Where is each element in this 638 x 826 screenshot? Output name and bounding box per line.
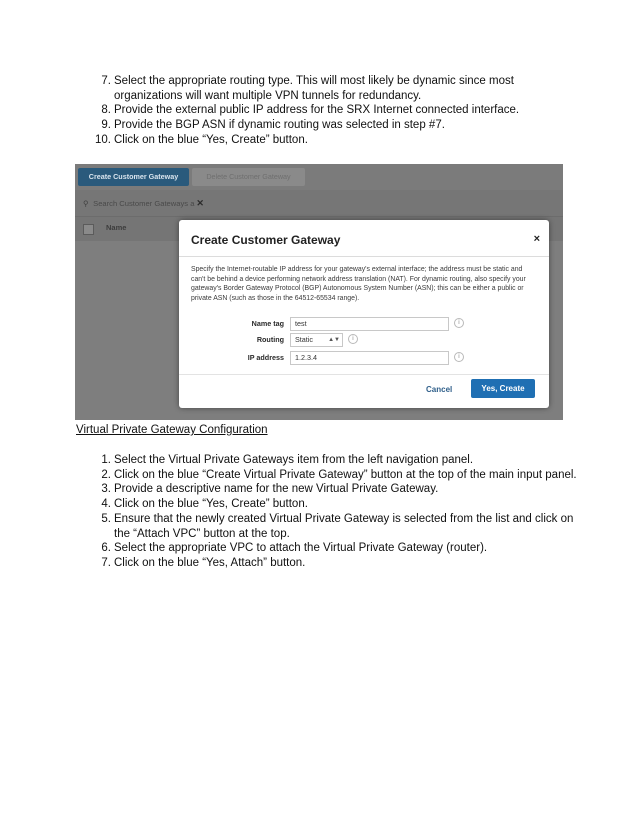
list-item — [78, 118, 578, 133]
name-tag-row — [179, 317, 549, 331]
clear-icon[interactable]: ✕ — [196, 198, 204, 208]
routing-row — [179, 333, 549, 347]
list-number: 1. — [101, 454, 111, 466]
info-icon[interactable]: i — [454, 318, 464, 328]
name-tag-label: Name tag — [251, 319, 284, 328]
list-number: 8. — [101, 104, 111, 117]
search-placeholder: Search Customer Gateways a — [93, 199, 195, 208]
list-number: 7. — [101, 75, 111, 87]
info-icon[interactable]: i — [348, 334, 358, 344]
list-number: 2. — [101, 468, 111, 481]
divider — [179, 374, 549, 375]
list-item-text: Click on the blue “Yes, Create” button. — [114, 498, 308, 511]
list-item-text: Provide the BGP ASN if dynamic routing was selected in step #7. — [114, 119, 445, 132]
list-number: 7. — [101, 556, 111, 569]
ip-address-row — [179, 351, 549, 365]
create-customer-gateway-dialog — [179, 220, 549, 408]
list-number: 4. — [101, 498, 111, 511]
list-item — [78, 133, 578, 148]
dialog-description: Specify the Internet-routable IP address for your gateway's external interface; the address must be static and can't be behind a device performing network address translation (NAT). For dynamic routing, also specify your gateway's Border Gateway Protocol (BGP) Autonomous System Number (ASN); this can be either a public or private ASN (such as those in the 64512-65534 range). — [191, 266, 526, 302]
list-number: 6. — [101, 542, 111, 555]
toolbar — [75, 164, 563, 190]
list-number: 3. — [101, 483, 111, 496]
create-customer-gateway-button[interactable]: Create Customer Gateway — [78, 168, 189, 186]
list-item — [78, 453, 578, 468]
list-item-text: Ensure that the newly created Virtual Private Gateway is selected from the list and click on the “Attach VPC” button at the top. — [114, 512, 574, 540]
cancel-button[interactable]: Cancel — [426, 385, 453, 394]
dialog-title: Create Customer Gateway — [191, 233, 341, 247]
close-icon[interactable]: × — [533, 233, 540, 245]
search-row — [75, 190, 563, 216]
list-item — [78, 482, 578, 497]
instruction-list-top — [78, 74, 578, 148]
divider — [179, 256, 549, 257]
list-item — [78, 512, 578, 541]
list-item — [78, 497, 578, 512]
list-item-text: Provide a descriptive name for the new Virtual Private Gateway. — [114, 483, 439, 496]
list-item-text: Select the appropriate routing type. This will most likely be dynamic since most organizations will want multiple VPN tunnels for redundancy. — [114, 75, 514, 102]
list-item-text: Click on the blue “Yes, Attach” button. — [114, 556, 306, 569]
list-item — [78, 556, 578, 571]
list-item — [78, 74, 578, 103]
instruction-list-bottom — [78, 453, 578, 571]
ip-address-label: IP address — [247, 353, 284, 362]
column-header-name: Name — [106, 223, 127, 232]
embedded-screenshot — [75, 164, 563, 420]
name-tag-input[interactable]: test — [290, 317, 449, 331]
yes-create-button[interactable]: Yes, Create — [471, 379, 535, 398]
list-number: 10. — [95, 133, 111, 146]
list-item-text: Select the appropriate VPC to attach the Virtual Private Gateway (router). — [114, 542, 488, 555]
delete-customer-gateway-button[interactable]: Delete Customer Gateway — [192, 168, 305, 186]
info-icon[interactable]: i — [454, 352, 464, 362]
list-item-text: Select the Virtual Private Gateways item from the left navigation panel. — [114, 454, 474, 466]
list-item — [78, 103, 578, 118]
list-item-text: Click on the blue “Yes, Create” button. — [114, 133, 308, 146]
list-item — [78, 541, 578, 556]
list-number: 9. — [101, 119, 111, 132]
search-icon: ⚲ — [83, 199, 89, 208]
routing-select[interactable] — [290, 333, 343, 347]
section-heading: Virtual Private Gateway Configuration — [76, 424, 268, 436]
routing-label: Routing — [256, 335, 284, 344]
routing-selected-value: Static — [295, 335, 313, 344]
select-all-checkbox[interactable] — [83, 224, 94, 235]
list-item-text: Provide the external public IP address for the SRX Internet connected interface. — [114, 104, 520, 117]
search-input[interactable] — [83, 196, 223, 210]
list-item — [78, 468, 578, 483]
select-arrows-icon: ▲▼ — [328, 337, 340, 343]
list-item-text: Click on the blue “Create Virtual Private Gateway” button at the top of the main input panel. — [114, 468, 577, 481]
ip-address-input[interactable]: 1.2.3.4 — [290, 351, 449, 365]
list-number: 5. — [101, 512, 111, 525]
